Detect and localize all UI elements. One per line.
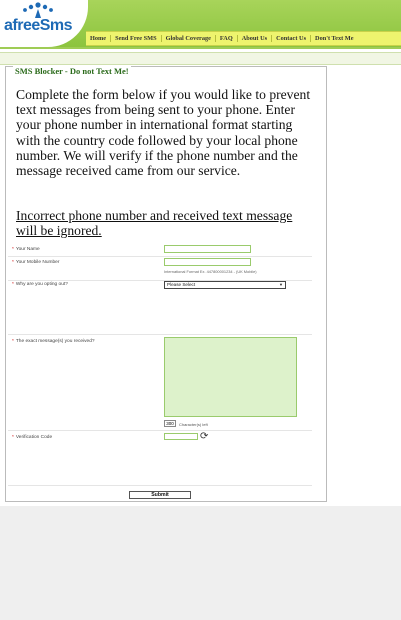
- nav-home[interactable]: Home: [86, 35, 111, 42]
- verification-label: * Verification Code: [12, 435, 53, 440]
- mobile-input[interactable]: [164, 258, 251, 266]
- name-label: * Your Name: [12, 247, 40, 252]
- mobile-label: * Your Mobile Number: [12, 260, 60, 265]
- optout-select[interactable]: Please Select ▼: [164, 281, 286, 289]
- chevron-down-icon: ▼: [279, 282, 283, 287]
- message-textarea[interactable]: [164, 337, 297, 417]
- refresh-captcha-icon[interactable]: ⟳: [200, 431, 209, 442]
- sub-bar: [0, 52, 401, 65]
- logo-text: afreeSms: [4, 17, 73, 34]
- mobile-hint: International Format Ex. 447800001234 - (UK Mobile): [164, 269, 257, 274]
- name-row: [8, 243, 312, 257]
- optout-row: [8, 280, 312, 335]
- message-label: * The exact message(s) you received?: [12, 339, 95, 344]
- char-left-label: Character(s) left: [179, 422, 208, 427]
- message-row: [8, 334, 312, 431]
- intro-text: Complete the form below if you would like to prevent text messages from being sent to your phone. Enter your phone number in international format starting with the country code followed by your local phone number. We will verify if the phone number and the message received came from our service.: [16, 87, 311, 179]
- nav-global-coverage[interactable]: Global Coverage: [162, 35, 216, 42]
- nav-dont-text-me[interactable]: Don't Text Me: [315, 35, 354, 42]
- logo[interactable]: [0, 0, 88, 47]
- logo-people-icon: [18, 2, 58, 18]
- mobile-row: [8, 256, 312, 281]
- name-input[interactable]: [164, 245, 251, 253]
- verification-input[interactable]: [164, 433, 198, 440]
- submit-button[interactable]: Submit: [129, 491, 191, 499]
- optout-label: * Why are you opting out?: [12, 282, 68, 287]
- char-count: 300: [164, 420, 176, 427]
- section-title: SMS Blocker - Do not Text Me!: [15, 66, 129, 76]
- nav-about-us[interactable]: About Us: [238, 35, 272, 42]
- divider: [0, 47, 401, 49]
- verification-row: [8, 430, 312, 486]
- main-nav: [86, 31, 401, 46]
- header: [0, 0, 401, 47]
- nav-faq[interactable]: FAQ: [216, 35, 238, 42]
- nav-contact-us[interactable]: Contact Us: [272, 35, 311, 42]
- nav-send-free-sms[interactable]: Send Free SMS: [111, 35, 162, 42]
- warning-text: Incorrect phone number and received text message will be ignored.: [16, 208, 293, 239]
